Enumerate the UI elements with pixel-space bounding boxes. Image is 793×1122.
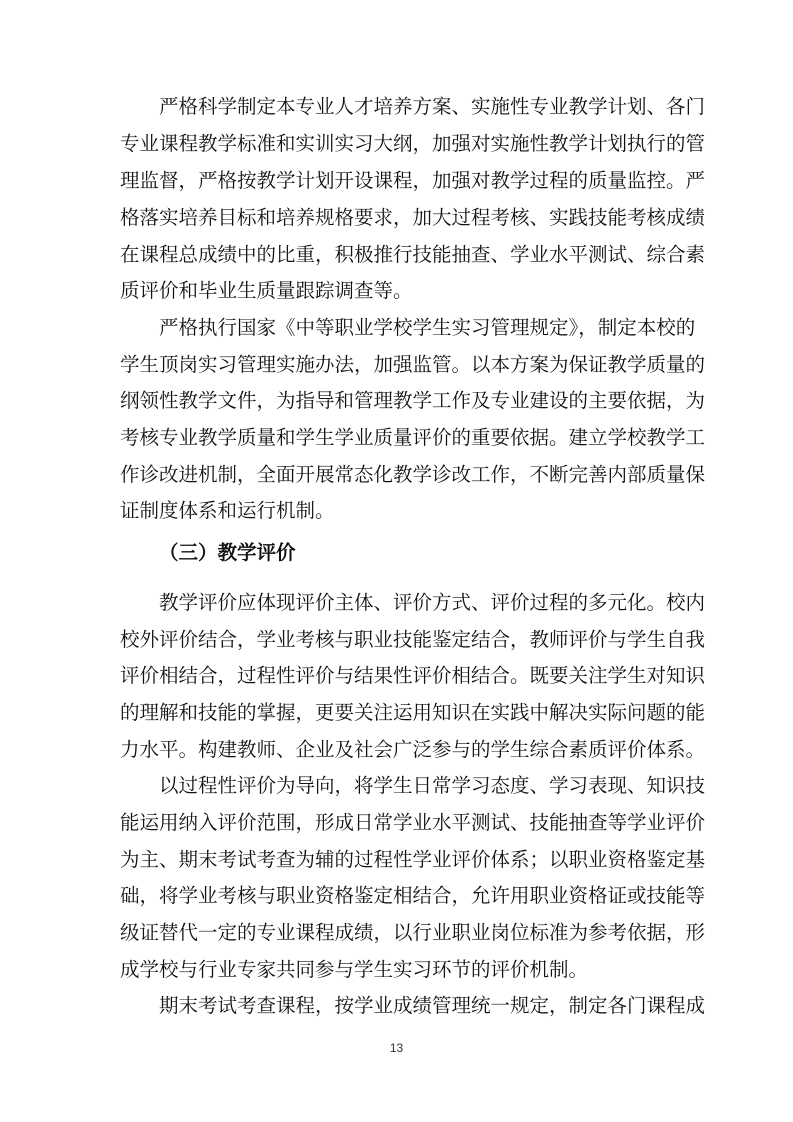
paragraph-2-line-6: 证制度体系和运行机制。: [120, 499, 335, 522]
page-number: 13: [389, 1041, 404, 1055]
paragraph-4-line-5: 级证替代一定的专业课程成绩，以行业职业岗位标准为参考依据，形: [120, 921, 706, 944]
paragraph-4-line-1: 以过程性评价为导向，将学生日常学习态度、学习表现、知识技: [159, 774, 706, 797]
paragraph-3-line-3: 评价相结合，过程性评价与结果性评价相结合。既要关注学生对知识: [120, 664, 706, 687]
paragraph-2-line-3: 纲领性教学文件，为指导和管理教学工作及专业建设的主要依据，为: [120, 389, 706, 412]
paragraph-2-line-1: 严格执行国家《中等职业学校学生实习管理规定》，制定本校的: [159, 316, 696, 339]
paragraph-3-line-4: 的理解和技能的掌握，更要关注运用知识在实践中解决实际问题的能: [120, 701, 706, 724]
paragraph-1-line-6: 质评价和毕业生质量跟踪调查等。: [120, 279, 413, 302]
paragraph-4-line-6: 成学校与行业专家共同参与学生实习环节的评价机制。: [120, 958, 589, 981]
paragraph-5-line-1: 期末考试考查课程，按学业成绩管理统一规定，制定各门课程成: [159, 994, 706, 1017]
paragraph-1-line-4: 格落实培养目标和培养规格要求，加大过程考核、实践技能考核成绩: [120, 206, 706, 229]
paragraph-1-line-3: 理监督，严格按教学计划开设课程，加强对教学过程的质量监控。严: [120, 169, 706, 192]
paragraph-4-line-3: 为主、期末考试考查为辅的过程性学业评价体系；以职业资格鉴定基: [120, 848, 706, 871]
paragraph-1-line-1: 严格科学制定本专业人才培养方案、实施性专业教学计划、各门: [159, 95, 706, 118]
paragraph-2-line-5: 作诊改进机制，全面开展常态化教学诊改工作，不断完善内部质量保: [120, 463, 706, 486]
paragraph-2-line-2: 学生顶岗实习管理实施办法，加强监管。以本方案为保证教学质量的: [120, 353, 706, 376]
paragraph-1-line-5: 在课程总成绩中的比重，积极推行技能抽查、学业水平测试、综合素: [120, 243, 706, 266]
paragraph-2-line-4: 考核专业教学质量和学生学业质量评价的重要依据。建立学校教学工: [120, 426, 706, 449]
paragraph-4-line-2: 能运用纳入评价范围，形成日常学业水平测试、技能抽查等学业评价: [120, 811, 706, 834]
paragraph-4-line-4: 础，将学业考核与职业资格鉴定相结合，允许用职业资格证或技能等: [120, 884, 706, 907]
section-heading: （三）教学评价: [159, 541, 296, 564]
paragraph-3-line-2: 校外评价结合，学业考核与职业技能鉴定结合，教师评价与学生自我: [120, 628, 706, 651]
paragraph-3-line-5: 力水平。构建教师、企业及社会广泛参与的学生综合素质评价体系。: [120, 738, 706, 761]
paragraph-3-line-1: 教学评价应体现评价主体、评价方式、评价过程的多元化。校内: [159, 591, 706, 614]
paragraph-1-line-2: 专业课程教学标准和实训实习大纲，加强对实施性教学计划执行的管: [120, 132, 706, 155]
